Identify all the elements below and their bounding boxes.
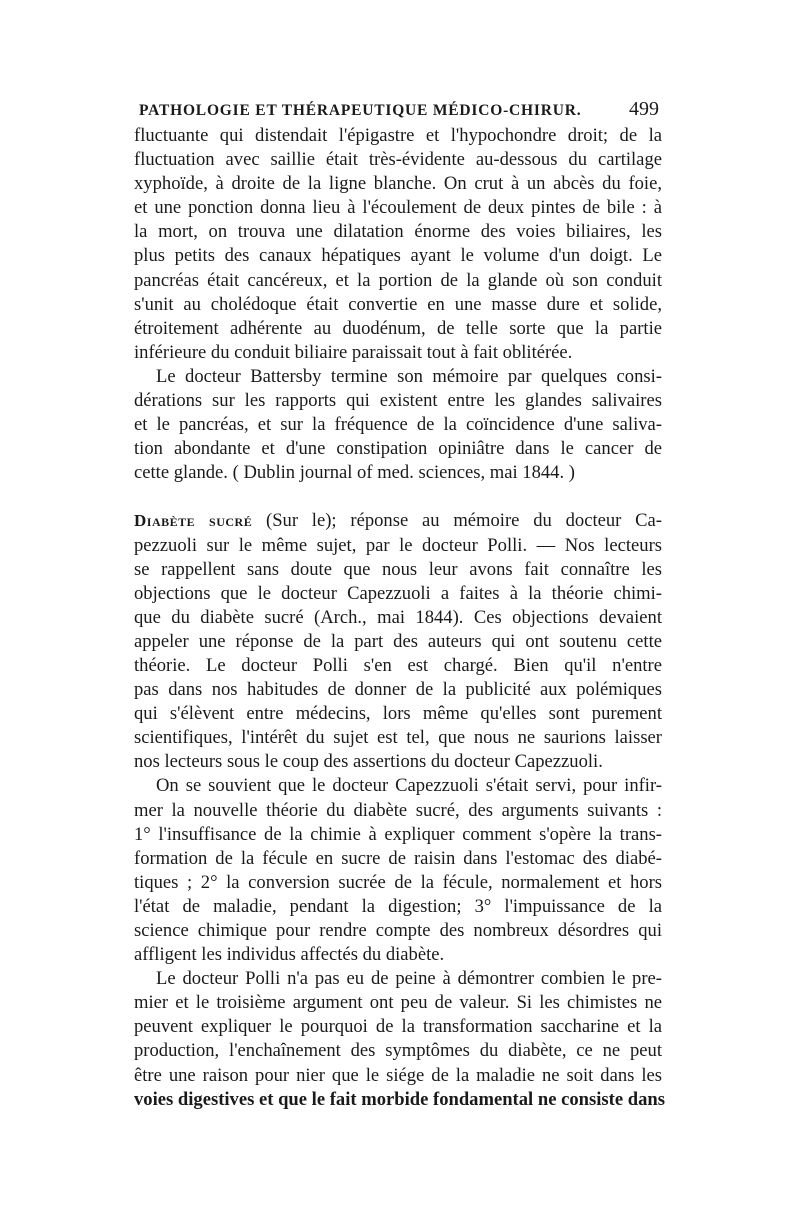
article-first-line — [134, 509, 662, 533]
text-line: plus petits des canaux hépatiques ayant le volume d'un doigt. Le — [134, 245, 662, 267]
body-text — [134, 124, 665, 1112]
text-line: peuvent expliquer le pourquoi de la transformation saccharine et la — [134, 1016, 662, 1038]
text-line: que du diabète sucré (Arch., mai 1844). Ces objections devaient — [134, 606, 662, 628]
article-title: Diabète sucré — [134, 511, 253, 531]
text-line: inférieure du conduit biliaire paraissait tout à fait oblitérée. — [134, 341, 573, 363]
text-line: étroitement adhérente au duodénum, de telle sorte que la partie — [134, 317, 662, 339]
text-line: être une raison pour nier que le siége de la maladie ne soit dans les — [134, 1064, 662, 1086]
text-line: On se souvient que le docteur Capezzuoli s'était servi, pour infir- — [156, 775, 662, 797]
text-line: s'unit au cholédoque était convertie en une masse dure et solide, — [134, 293, 662, 315]
text-line: l'état de maladie, pendant la digestion; 3° l'impuissance de la — [134, 895, 662, 917]
text-line: qui s'élèvent entre médecins, lors même qu'elles sont purement — [134, 703, 662, 725]
text-line: 1° l'insuffisance de la chimie à expliquer comment s'opère la trans- — [134, 823, 662, 845]
text-line: tion abondante et d'une constipation opiniâtre dans le cancer de — [134, 438, 662, 460]
text-line: formation de la fécule en sucre de raisin dans l'estomac des diabé- — [134, 847, 662, 869]
text-line: science chimique pour rendre compte des nombreux désordres qui — [134, 920, 662, 941]
text-line: et le pancréas, et sur la fréquence de la coïncidence d'une saliva- — [134, 414, 662, 436]
running-head-title: PATHOLOGIE ET THÉRAPEUTIQUE MÉDICO-CHIRUR. — [139, 102, 582, 119]
text-line: dérations sur les rapports qui existent entre les glandes salivaires — [134, 390, 662, 412]
text-line: pancréas était cancéreux, et la portion de la glande où son conduit — [134, 269, 662, 291]
text-line: appeler une réponse de la part des auteurs qui ont soutenu cette — [134, 630, 662, 652]
running-head — [139, 98, 659, 126]
text-line: scientifiques, l'intérêt du sujet est tel, que nous ne saurions laisser — [134, 727, 662, 749]
text-line: tiques ; 2° la conversion sucrée de la fécule, normalement et hors — [134, 871, 662, 893]
text-line: xyphoïde, à droite de la ligne blanche. On crut à un abcès du foie, — [134, 173, 662, 195]
text-line: nos lecteurs sous le coup des assertions du docteur Capezzuoli. — [134, 751, 603, 773]
text-line: voies digestives et que le fait morbide fondamental ne consiste dans — [134, 1088, 665, 1110]
text-line: mer la nouvelle théorie du diabète sucré, des arguments suivants : — [134, 799, 662, 821]
text-line: pezzuoli sur le même sujet, par le docteur Polli. — Nos lecteurs — [134, 534, 662, 556]
section-gap — [134, 485, 662, 509]
text-line: fluctuation avec saillie était très-évidente au-dessous du cartilage — [134, 149, 662, 171]
text-line: objections que le docteur Capezzuoli a faites à la théorie chimi- — [134, 582, 662, 604]
text-line: mier et le troisième argument ont peu de valeur. Si les chimistes ne — [134, 992, 662, 1014]
text-line: se rappellent sans doute que nous leur avons fait connaître les — [134, 558, 662, 580]
text-line: la mort, on trouva une dilatation énorme des voies biliaires, les — [134, 221, 662, 243]
text-line: et une ponction donna lieu à l'écoulement de deux pintes de bile : à — [134, 197, 662, 219]
text-line: théorie. Le docteur Polli s'en est chargé. Bien qu'il n'entre — [134, 654, 662, 676]
article-first-line-text: (Sur le); réponse au mémoire du docteur Ca- — [266, 510, 662, 532]
text-line: fluctuante qui distendait l'épigastre et l'hypochondre droit; de la — [134, 125, 662, 146]
page-number: 499 — [629, 98, 659, 120]
text-line: affligent les individus affectés du diabète. — [134, 944, 445, 966]
text-line: production, l'enchaînement des symptômes du diabète, ce ne peut — [134, 1040, 662, 1062]
text-line: Le docteur Polli n'a pas eu de peine à démontrer combien le pre- — [156, 968, 662, 990]
text-line: cette glande. ( Dublin journal of med. sciences, mai 1844. ) — [134, 462, 575, 484]
text-line: Le docteur Battersby termine son mémoire par quelques consi- — [156, 365, 662, 387]
text-line: pas dans nos habitudes de donner de la publicité aux polémiques — [134, 679, 662, 701]
